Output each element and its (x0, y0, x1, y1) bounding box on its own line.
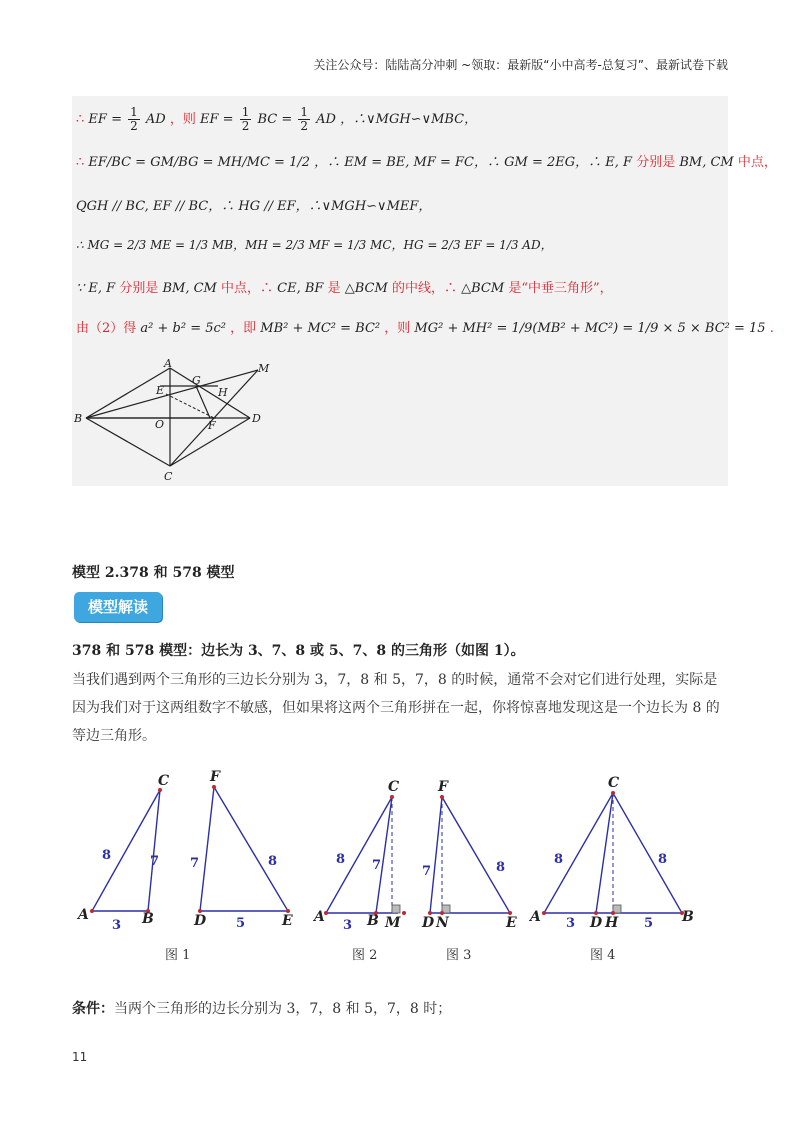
fig1-label-B: B (142, 911, 154, 927)
label-A: A (164, 358, 172, 370)
math-ef-eq: EF = (88, 112, 122, 127)
fraction-half: $\frac{1}{2}$ (130, 105, 138, 133)
solution-line-6 (76, 320, 774, 338)
caption-fig4: 图 4 (590, 948, 616, 963)
math-eq-3: MG² + MH² = 1/9(MB² + MC²) = 1/9 × 5 × BC² = 15 (414, 321, 766, 336)
label-F: F (208, 419, 216, 432)
text-is: 是 (327, 281, 341, 296)
fig1b-side-EF: 8 (268, 854, 278, 869)
fig1-label-C: C (158, 773, 170, 789)
caption-fig1: 图 1 (165, 948, 191, 963)
fig1a-side-AC: 8 (102, 848, 112, 863)
math-similar: ，∴∨MGH∽∨MBC， (340, 112, 478, 127)
math-ce-bf: CE, BF (277, 281, 324, 296)
math-because-ef: ∵ E, F (76, 281, 116, 296)
text-from-2: 由（2）得 (76, 321, 137, 336)
text-are: 分别是 (119, 281, 159, 296)
text-then-2: ，则 (384, 321, 411, 336)
fig2-side-AC: 8 (336, 852, 346, 867)
condition-label: 条件： (72, 1001, 114, 1017)
caption-fig3: 图 3 (446, 948, 472, 963)
math-equalities: ，∴ EM = BE, MF = FC，∴ GM = 2EG，∴ E, F (314, 155, 633, 170)
fig4-label-D: D (590, 915, 603, 931)
header-note: 关注公众号：陆陆高分冲刺 ~领取：最新版“小中高考-总复习”、最新试卷下载 (313, 58, 728, 72)
label-C: C (164, 470, 173, 483)
text-median-triangle: 是“中垂三角形”， (508, 281, 613, 296)
fig4-side-DB: 5 (644, 916, 654, 931)
math-triangle-bcm: △BCM (344, 281, 388, 296)
math-triangle-bcm-2: △BCM (461, 281, 505, 296)
solution-line-1 (76, 106, 477, 133)
fig4-label-B: B (682, 909, 694, 925)
fig2-label-M: M (385, 915, 401, 931)
label-O: O (155, 418, 165, 431)
label-M: M (258, 362, 270, 375)
math-ad: AD (145, 112, 166, 127)
label-D: D (252, 412, 261, 425)
triangle-figures (60, 765, 740, 975)
text-then: ，则 (169, 112, 196, 127)
math-eq-2: MB² + MC² = BC² (260, 321, 381, 336)
label-G: G (192, 374, 201, 387)
condition-text: 当两个三角形的边长分别为 3，7，8 和 5，7，8 时； (114, 1001, 452, 1017)
text-median: 的中线，∴ (391, 281, 457, 296)
math-ratios-thirds: ∴ MG = 2/3 ME = 1/3 MB，MH = 2/3 MF = 1/3 MC，HG = 2/3 EF = 1/3 AD， (76, 238, 553, 252)
fig1a-side-AB: 3 (112, 918, 122, 933)
fig3-label-E: E (506, 915, 517, 931)
fig1a-side-BC: 7 (150, 854, 160, 869)
fig1-label-F: F (210, 769, 220, 785)
solution-line-4 (76, 236, 553, 254)
fig3-label-D: D (422, 915, 435, 931)
model-definition: 378 和 578 模型：边长为 3、7、8 或 5、7、8 的三角形（如图 1）。 (72, 643, 525, 659)
therefore-symbol: ∴ (76, 112, 85, 127)
fig3-label-F: F (438, 779, 448, 795)
math-bc-eq: BC = (257, 112, 293, 127)
section-title: 模型 2.378 和 578 模型 (72, 565, 235, 581)
model-interpretation-badge: 模型解读 (74, 592, 162, 622)
text-ie: ，即 (230, 321, 257, 336)
fig1b-side-DE: 5 (236, 916, 246, 931)
math-bm-cm: BM, CM (679, 155, 734, 170)
fig4-side-BC: 8 (658, 852, 668, 867)
fig3-label-N: N (436, 915, 449, 931)
solution-box (72, 96, 777, 486)
fig3-side-EF: 8 (496, 860, 506, 875)
math-ef-eq-2: EF = (200, 112, 234, 127)
fig1-label-D: D (194, 913, 207, 929)
fig1-label-E: E (282, 913, 293, 929)
fig4-label-C: C (608, 775, 620, 791)
label-H: H (218, 386, 228, 399)
text-end: . (769, 321, 774, 336)
condition-line (72, 998, 451, 1018)
math-bm-cm-2: BM, CM (162, 281, 217, 296)
fig4-label-H: H (605, 915, 619, 931)
fig1-label-A: A (78, 907, 89, 923)
fig2-side-AB: 3 (343, 918, 353, 933)
text-mid: 中点，∴ (221, 281, 274, 296)
therefore-symbol-2: ∴ (76, 155, 85, 170)
math-parallel: QGH // BC, EF // BC，∴ HG // EF，∴∨MGH∽∨MEF， (76, 199, 432, 214)
math-eq-1: a² + b² = 5c² (140, 321, 226, 336)
fig4-side-AD: 3 (566, 916, 576, 931)
fig4-label-A: A (530, 909, 541, 925)
fig4-side-AC: 8 (554, 852, 564, 867)
page-number: 11 (72, 1050, 88, 1064)
fig3-side-DF: 7 (422, 864, 432, 879)
caption-fig2: 图 2 (352, 948, 378, 963)
text-are-respectively: 分别是 (636, 155, 676, 170)
solution-line-3 (76, 198, 431, 216)
fig2-label-A: A (314, 909, 325, 925)
text-midpoint: 中点， (737, 155, 777, 170)
fig2-label-C: C (388, 779, 400, 795)
math-ad-2: AD (316, 112, 336, 127)
label-B: B (74, 412, 83, 425)
fraction-half-3: $\frac{1}{2}$ (300, 105, 309, 133)
solution-line-5 (76, 280, 613, 298)
fig2-side-BC: 7 (372, 858, 382, 873)
fraction-half-2: $\frac{1}{2}$ (241, 105, 250, 133)
fig2-label-B: B (367, 913, 379, 929)
geometry-figure (72, 358, 292, 483)
explanation-paragraph: 当我们遇到两个三角形的三边长分别为 3，7，8 和 5，7，8 的时候，通常不会对它们进行处理，实际是因为我们对于这两组数字不敏感，但如果将这两个三角形拼在一起，你将惊喜地发现这是一个边长为 8 的等边三角形。 (72, 672, 720, 744)
fig1b-side-DF: 7 (190, 856, 200, 871)
math-ratio: EF/BC = GM/BG = MH/MC = 1/2 (88, 155, 310, 170)
solution-line-2 (76, 154, 777, 172)
label-E: E (156, 384, 165, 397)
